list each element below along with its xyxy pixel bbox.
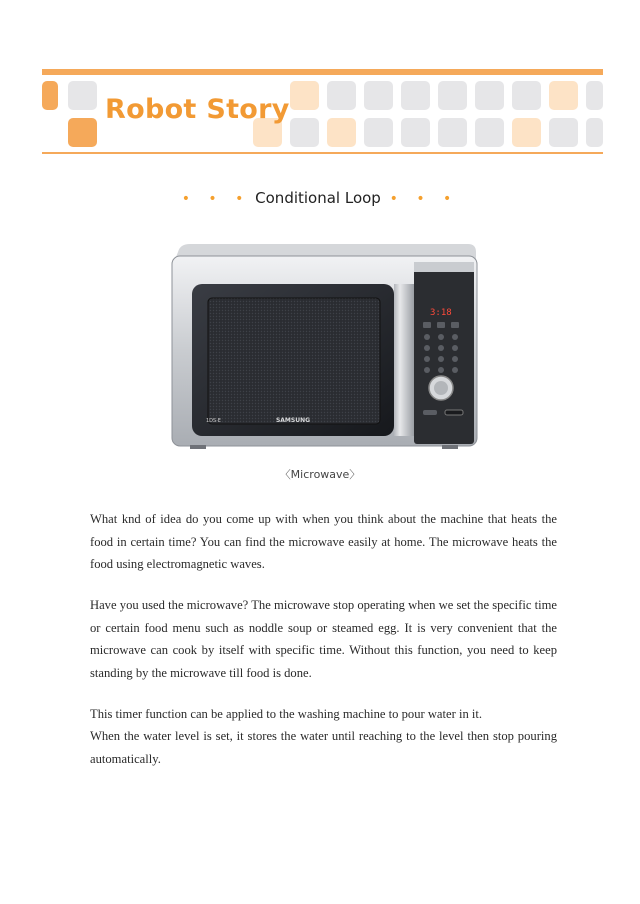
display-readout: 3:18 — [430, 308, 452, 318]
header-tile — [549, 118, 578, 147]
header-tile — [68, 118, 97, 147]
section-heading — [0, 189, 640, 207]
header-tile — [586, 118, 603, 147]
header-tile — [475, 118, 504, 147]
header-tile — [68, 81, 97, 110]
bullet-dots-left: • • • — [181, 191, 251, 207]
header-tile — [364, 81, 393, 110]
brand-logo: SAMSUNG — [275, 417, 311, 424]
header-tile — [327, 81, 356, 110]
body-paragraph: Have you used the microwave? The microwave stop operating when we set the specific time or certain food menu such as noddle soup or steamed egg. It is very convenient that the microwave can cook by itself with specific time. Without this function, you need to keep standing by the microwave till food is done. — [90, 598, 557, 680]
body-paragraph: When the water level is set, it stores the water until reaching to the level then stop pouring automatically. — [90, 729, 557, 766]
section-title: Conditional Loop — [255, 189, 381, 207]
header-tile — [401, 118, 430, 147]
header-tile — [438, 118, 467, 147]
header-top-rule — [42, 69, 603, 75]
figure-caption: 〈Microwave〉 — [279, 468, 361, 481]
header-tile — [438, 81, 467, 110]
header-tile — [549, 81, 578, 110]
header-tile — [42, 81, 58, 110]
header-tile — [475, 81, 504, 110]
header-tile — [586, 81, 603, 110]
page-title: Robot Story — [105, 94, 290, 125]
header-tile — [290, 81, 319, 110]
body-paragraph: This timer function can be applied to the washing machine to pour water in it. — [90, 707, 483, 721]
header-bottom-rule — [42, 152, 603, 154]
header-tile — [290, 118, 319, 147]
microwave-image — [170, 240, 478, 452]
header-tile — [401, 81, 430, 110]
badge-label: 1DS·E — [206, 418, 221, 424]
header-tile — [327, 118, 356, 147]
header-tile — [512, 118, 541, 147]
header-tile — [512, 81, 541, 110]
header-tile — [364, 118, 393, 147]
microwave-illustration — [170, 240, 478, 452]
bullet-dots-right: • • • — [389, 191, 459, 207]
body-paragraph: What knd of idea do you come up with when you think about the machine that heats the food in certain time? You can find the microwave easily at home. The microwave heats the food using electromagnetic waves. — [90, 512, 557, 571]
